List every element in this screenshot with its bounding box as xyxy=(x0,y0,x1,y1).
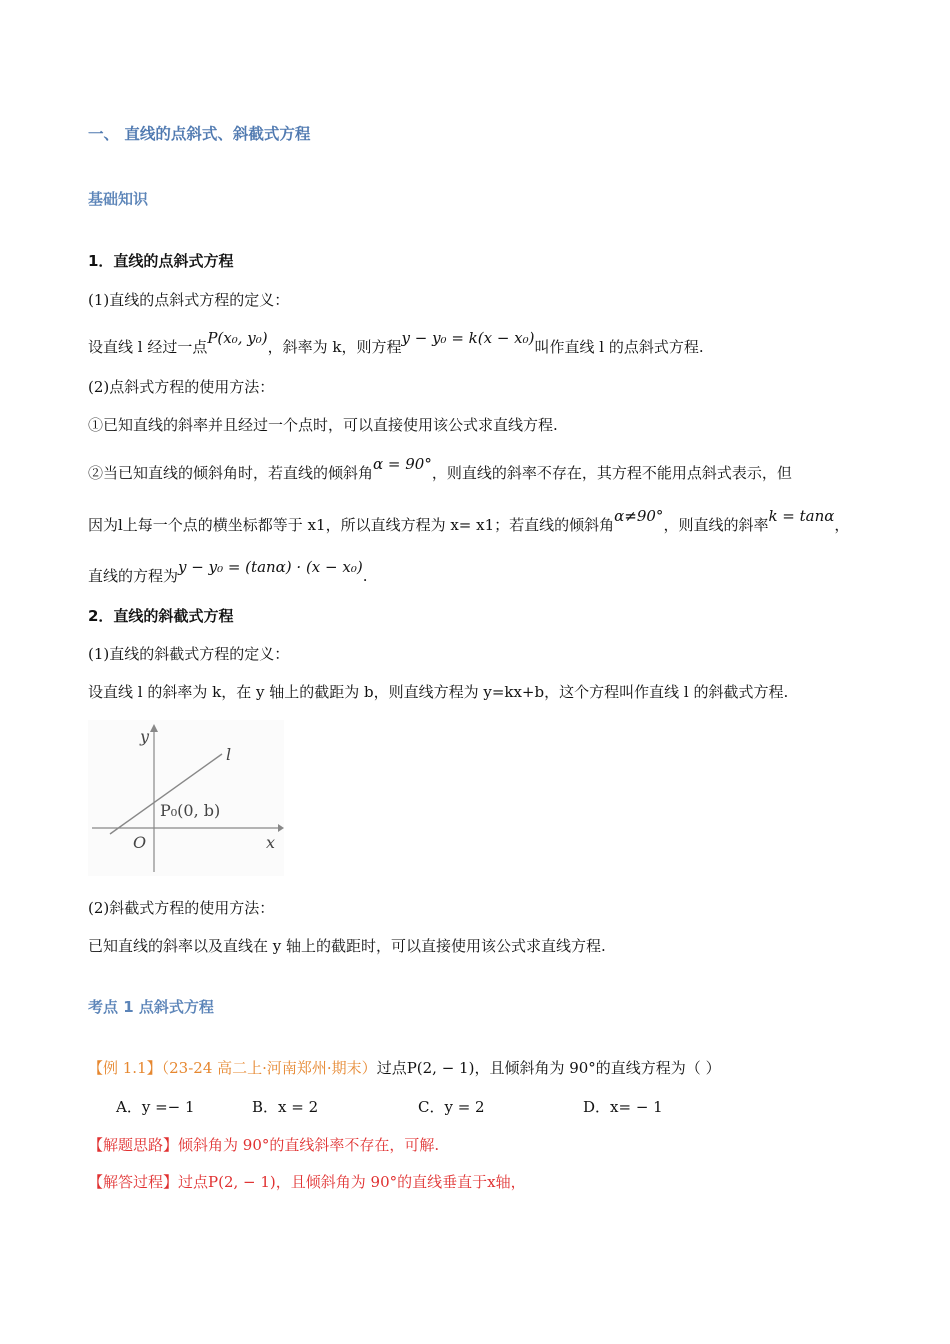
solution-process-text: 过点P(2, − 1)，且倾斜角为 90°的直线垂直于x轴， xyxy=(178,1173,526,1191)
item1-usage3-a: 因为l上每一个点的横坐标都等于 x1，所以直线方程为 x= x1；若直线的倾斜角 xyxy=(88,516,615,534)
solution-process xyxy=(88,1172,526,1192)
option-b: B．x = 2 xyxy=(252,1098,319,1116)
item1-def-label: (1)直线的点斜式方程的定义： xyxy=(88,291,290,309)
item1-def-line xyxy=(88,329,704,357)
item2-def-text: 设直线 l 的斜率为 k，在 y 轴上的截距为 b，则直线方程为 y=kx+b，这个方程叫作直线 l 的斜截式方程. xyxy=(88,683,789,701)
point-label: P₀(0, b) xyxy=(160,801,221,820)
example-source: （23-24 高二上·河南郑州·期末） xyxy=(161,1059,377,1077)
example-question xyxy=(88,1058,721,1078)
item2-def-label: (1)直线的斜截式方程的定义： xyxy=(88,645,290,663)
figure-background xyxy=(88,720,284,876)
basic-knowledge-heading: 基础知识 xyxy=(88,190,149,208)
item2-title: 2．直线的斜截式方程 xyxy=(88,607,234,625)
item1-def-c: 叫作直线 l 的点斜式方程. xyxy=(534,338,704,356)
item1-usage4-a: 直线的方程为 xyxy=(88,567,179,585)
item1-usage2 xyxy=(88,455,792,483)
item1-usage4-b: . xyxy=(362,567,368,585)
slope-tan-formula: k = tanα xyxy=(768,507,835,525)
point-formula: P(x₀, y₀) xyxy=(207,329,268,347)
item1-usage3 xyxy=(88,507,850,535)
example-question-text: 过点P(2, − 1)，且倾斜角为 90°的直线方程为（ ） xyxy=(376,1059,721,1077)
solution-process-tag: 【解答过程】 xyxy=(88,1173,179,1191)
tan-line-formula: y − y₀ = (tanα) · (x − x₀) xyxy=(178,558,363,576)
alpha-not-90-formula: α≠90° xyxy=(614,507,664,525)
item1-usage3-b: ，则直线的斜率 xyxy=(663,516,769,534)
item1-usage4 xyxy=(88,558,368,586)
item1-title: 1．直线的点斜式方程 xyxy=(88,252,234,270)
item1-usage2-a: ②当已知直线的倾斜角时，若直线的倾斜角 xyxy=(88,464,374,482)
example-tag: 【例 1.1】 xyxy=(88,1059,162,1077)
option-d: D．x= − 1 xyxy=(583,1098,663,1116)
point-slope-formula: y − y₀ = k(x − x₀) xyxy=(401,329,535,347)
solution-idea-text: 倾斜角为 90°的直线斜率不存在，可解. xyxy=(178,1136,440,1154)
y-axis-label: y xyxy=(140,727,150,746)
item1-usage2-b: ，则直线的斜率不存在，其方程不能用点斜式表示，但 xyxy=(431,464,792,482)
solution-idea-tag: 【解题思路】 xyxy=(88,1136,179,1154)
section-title: 一、 直线的点斜式、斜截式方程 xyxy=(88,125,311,143)
origin-label: O xyxy=(133,833,147,852)
line-label: l xyxy=(226,745,232,764)
item1-def-b: ，斜率为 k，则方程 xyxy=(267,338,402,356)
item1-usage3-c: ， xyxy=(834,516,850,534)
item1-usage1: ①已知直线的斜率并且经过一个点时，可以直接使用该公式求直线方程. xyxy=(88,416,558,434)
slope-intercept-figure xyxy=(88,720,284,876)
item2-usage-label: (2)斜截式方程的使用方法： xyxy=(88,899,275,917)
alpha-90-formula: α = 90° xyxy=(373,455,432,473)
solution-idea xyxy=(88,1135,439,1155)
option-c: C．y = 2 xyxy=(418,1098,485,1116)
item1-usage-label: (2)点斜式方程的使用方法： xyxy=(88,378,275,396)
item1-def-a: 设直线 l 经过一点 xyxy=(88,338,208,356)
x-axis-label: x xyxy=(266,833,276,852)
topic1-heading: 考点 1 点斜式方程 xyxy=(88,998,214,1016)
option-a: A．y =− 1 xyxy=(116,1098,195,1116)
item2-usage-text: 已知直线的斜率以及直线在 y 轴上的截距时，可以直接使用该公式求直线方程. xyxy=(88,937,606,955)
